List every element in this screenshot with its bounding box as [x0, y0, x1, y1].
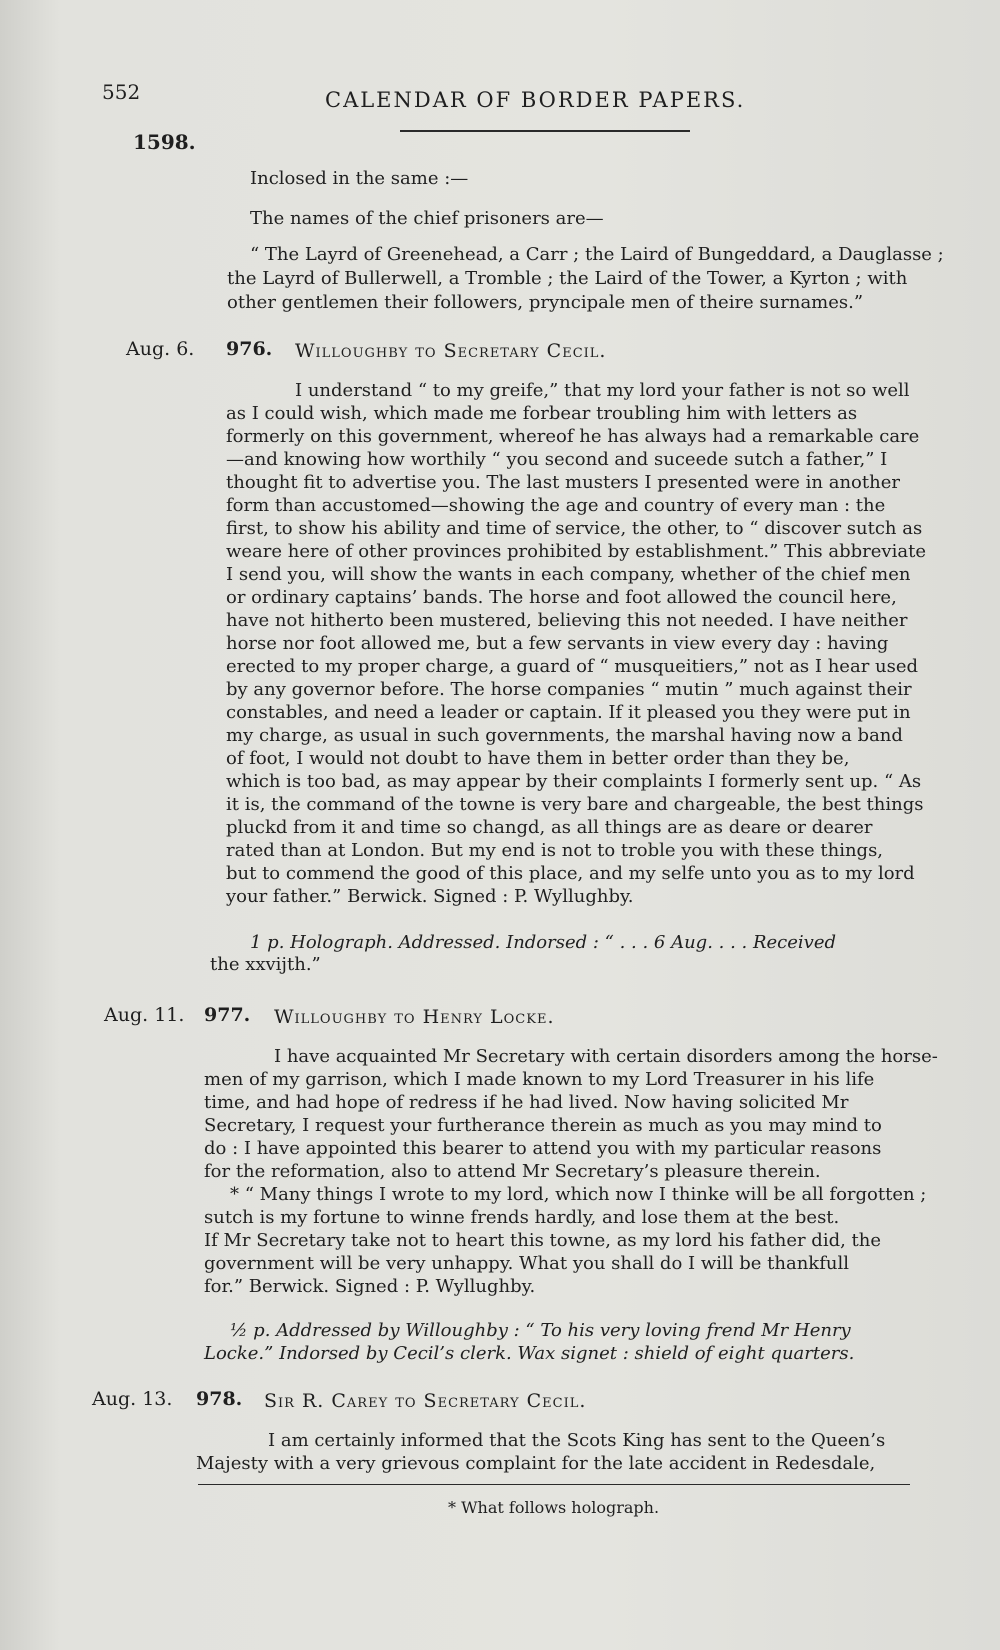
running-head: CALENDAR OF BORDER PAPERS. — [325, 88, 746, 112]
body-line: Majesty with a very grievous complaint for the late accident in Redesdale, — [196, 1453, 876, 1474]
body-line: for the reformation, also to attend Mr Secretary’s pleasure therein. — [204, 1161, 821, 1182]
body-line: as I could wish, which made me forbear troubling him with letters as — [226, 403, 858, 424]
body-line: my charge, as usual in such governments, the marshal having now a band — [226, 725, 903, 746]
body-line: —and knowing how worthily “ you second and suceede sutch a father,” I — [226, 449, 888, 470]
body-line: do : I have appointed this bearer to attend you with my particular reasons — [204, 1138, 882, 1159]
footnote: * What follows holograph. — [448, 1498, 660, 1517]
body-line: weare here of other provinces prohibited by establishment.” This abbreviate — [226, 541, 926, 562]
body-line: but to commend the good of this place, and my selfe unto you as to my lord — [226, 863, 915, 884]
body-line: form than accustomed—showing the age and country of every man : the — [226, 495, 886, 516]
year-label: 1598. — [133, 130, 196, 154]
body-line: time, and had hope of redress if he had lived. Now having solicited Mr — [204, 1092, 849, 1113]
quote-line: the Layrd of Bullerwell, a Tromble ; the Laird of the Tower, a Kyrton ; with — [227, 268, 908, 289]
body-line: your father.” Berwick. Signed : P. Wyllughby. — [226, 886, 634, 907]
enclosure-line: The names of the chief prisoners are— — [250, 208, 604, 229]
body-line: Secretary, I request your furtherance therein as much as you may mind to — [204, 1115, 882, 1136]
body-line: for.” Berwick. Signed : P. Wyllughby. — [204, 1276, 536, 1297]
body-line: it is, the command of the towne is very bare and chargeable, the best things — [226, 794, 924, 815]
body-line: * “ Many things I wrote to my lord, which now I thinke will be all forgotten ; — [230, 1184, 927, 1205]
body-line: which is too bad, as may appear by their complaints I formerly sent up. “ As — [226, 771, 922, 792]
body-line: of foot, I would not doubt to have them in better order than they be, — [226, 748, 850, 769]
body-line: have not hitherto been mustered, believing this not needed. I have neither — [226, 610, 908, 631]
entry-date: Aug. 6. — [126, 338, 195, 360]
entry-date: Aug. 13. — [92, 1388, 173, 1410]
body-line: I understand “ to my greife,” that my lord your father is not so well — [295, 380, 910, 401]
body-line: first, to show his ability and time of service, the other, to “ discover sutch as — [226, 518, 923, 539]
body-line: pluckd from it and time so changd, as all things are as deare or dearer — [226, 817, 873, 838]
body-line: constables, and need a leader or captain. If it pleased you they were put in — [226, 702, 911, 723]
entry-title: Willoughby to Henry Locke. — [274, 1006, 555, 1028]
body-line: horse nor foot allowed me, but a few servants in view every day : having — [226, 633, 889, 654]
body-line: I am certainly informed that the Scots King has sent to the Queen’s — [268, 1430, 886, 1451]
header-rule — [400, 130, 690, 132]
entry-number: 976. — [226, 338, 273, 360]
quote-line: “ The Layrd of Greenehead, a Carr ; the Laird of Bungeddard, a Dauglasse ; — [250, 244, 944, 265]
entry-title: Sir R. Carey to Secretary Cecil. — [264, 1390, 587, 1412]
body-line: men of my garrison, which I made known to my Lord Treasurer in his life — [204, 1069, 875, 1090]
entry-number: 978. — [196, 1388, 243, 1410]
entry-note: Locke.” Indorsed by Cecil’s clerk. Wax signet : shield of eight quarters. — [204, 1343, 855, 1364]
body-line: I send you, will show the wants in each company, whether of the chief men — [226, 564, 911, 585]
body-line: rated than at London. But my end is not to troble you with these things, — [226, 840, 884, 861]
entry-note: 1 p. Holograph. Addressed. Indorsed : “ . . . 6 Aug. . . . Received — [250, 932, 837, 953]
footnote-rule — [198, 1484, 910, 1485]
body-line: sutch is my fortune to winne frends hardly, and lose them at the best. — [204, 1207, 840, 1228]
page-number: 552 — [102, 80, 141, 104]
body-line: formerly on this government, whereof he has always had a remarkable care — [226, 426, 920, 447]
entry-note: the xxvijth.” — [210, 954, 321, 975]
body-line: erected to my proper charge, a guard of “ musqueitiers,” not as I hear used — [226, 656, 919, 677]
entry-note: ½ p. Addressed by Willoughby : “ To his very loving frend Mr Henry — [230, 1320, 851, 1341]
quote-line: other gentlemen their followers, pryncipale men of theire surnames.” — [227, 292, 864, 313]
enclosure-line: Inclosed in the same :— — [250, 168, 469, 189]
entry-number: 977. — [204, 1004, 251, 1026]
body-line: by any governor before. The horse companies “ mutin ” much against their — [226, 679, 912, 700]
body-line: government will be very unhappy. What you shall do I will be thankfull — [204, 1253, 849, 1274]
entry-title: Willoughby to Secretary Cecil. — [295, 340, 607, 362]
body-line: If Mr Secretary take not to heart this towne, as my lord his father did, the — [204, 1230, 882, 1251]
body-line: thought fit to advertise you. The last musters I presented were in another — [226, 472, 900, 493]
body-line: or ordinary captains’ bands. The horse and foot allowed the council here, — [226, 587, 897, 608]
body-line: I have acquainted Mr Secretary with certain disorders among the horse- — [274, 1046, 938, 1067]
entry-date: Aug. 11. — [104, 1004, 185, 1026]
